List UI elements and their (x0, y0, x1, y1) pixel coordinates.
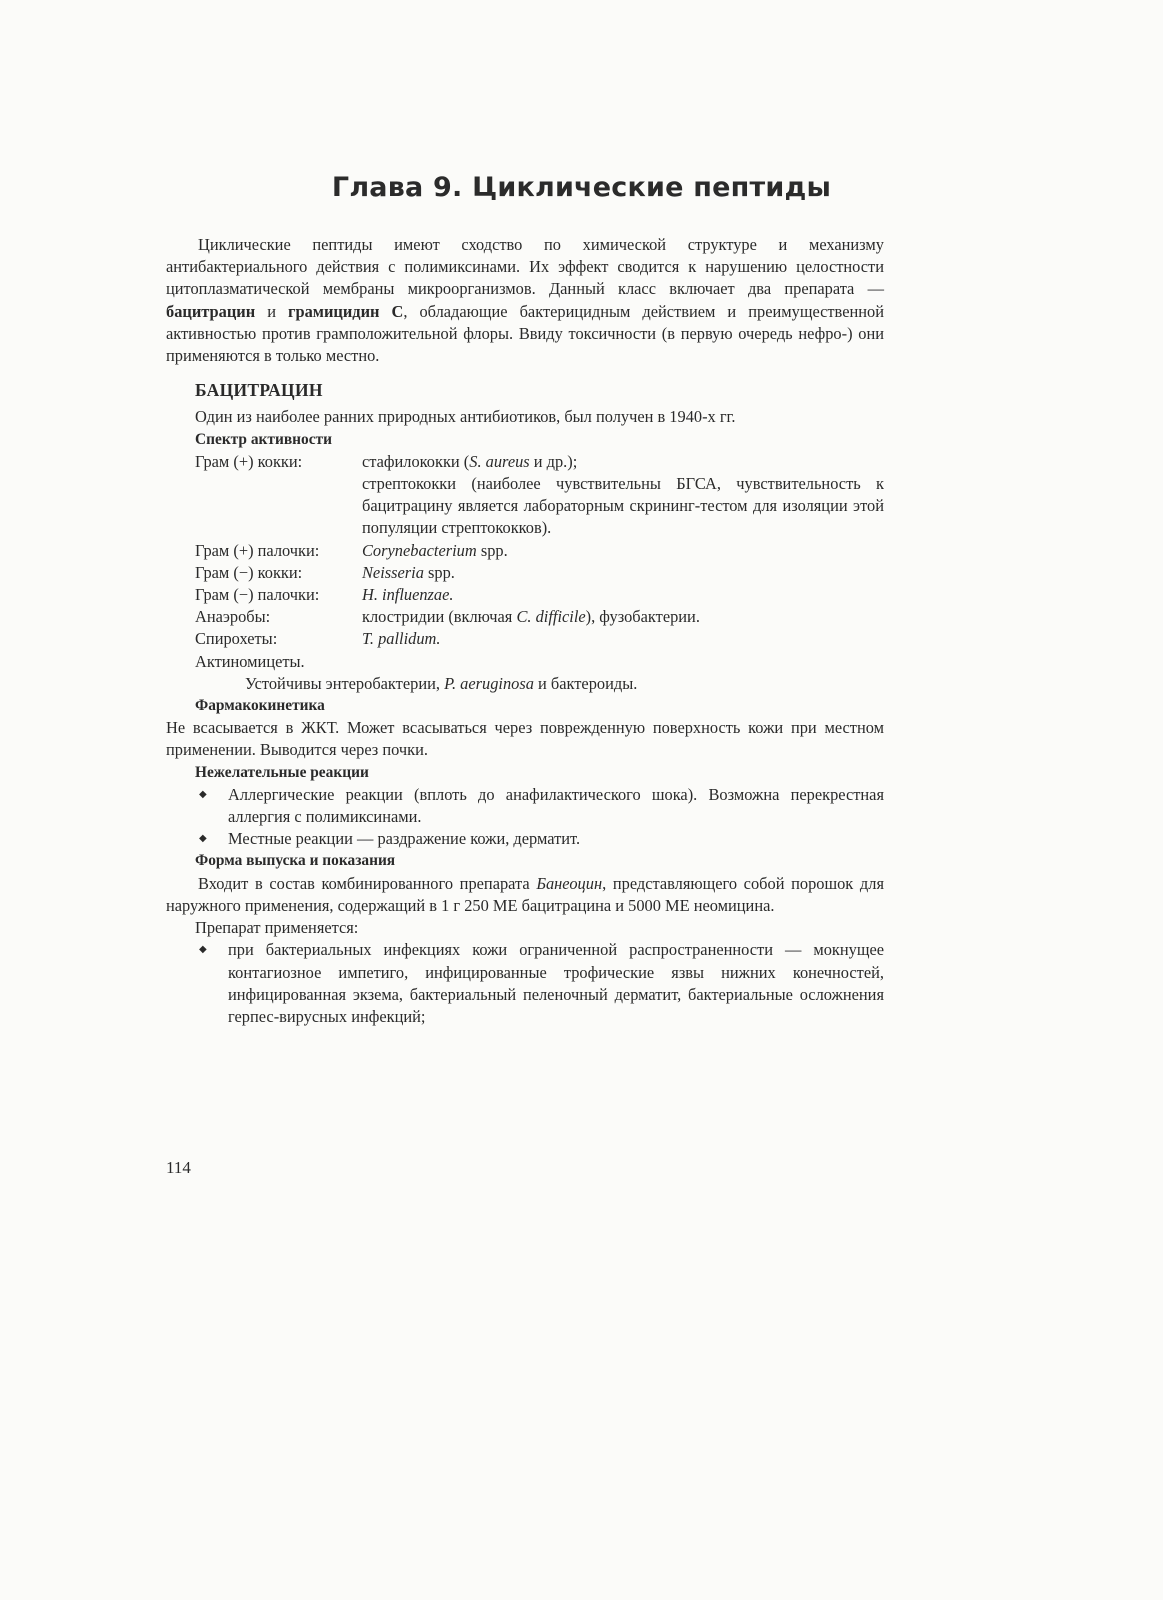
resistance-text (166, 673, 884, 695)
species-name: H. influenzae. (362, 585, 454, 605)
spectrum-row-gram-pos-rods (166, 540, 884, 562)
spectrum-label: Спирохеты: (195, 629, 278, 649)
drug-name: Банеоцин (536, 873, 603, 893)
species-name: C. difficile (516, 607, 586, 627)
spectrum-label: Грам (−) палочки: (195, 585, 320, 605)
list-item (166, 939, 884, 1028)
spectrum-value (362, 584, 884, 606)
species-name: Corynebacterium (362, 540, 477, 560)
spectrum-value (362, 606, 884, 628)
intro-bold-gramicidin: грамицидин С (288, 301, 404, 321)
diamond-bullet-icon: ◆ (199, 944, 207, 956)
species-name: Neisseria (362, 562, 424, 582)
spectrum-value (362, 628, 884, 650)
history-text: Один из наиболее ранних природных антибиотиков, был получен в 1940-х гг. (195, 407, 736, 427)
species-name: P. aeruginosa (444, 673, 534, 693)
spectrum-row-gram-neg-cocci (166, 562, 884, 584)
chapter-title: Глава 9. Циклические пептиды (331, 172, 832, 203)
forms-text-start: Входит в состав комбинированного препарата (198, 873, 537, 893)
spectrum-row-gram-neg-rods (166, 584, 884, 606)
forms-heading: Форма выпуска и показания (195, 852, 396, 870)
list-item-text: Аллергические реакции (вплоть до анафилактического шока). Возможна перекрестная аллергия с полимиксинами. (228, 784, 884, 827)
staph-species: S. aureus (469, 451, 530, 471)
spectrum-value (362, 540, 884, 562)
pharmacokinetics-text: Не всасывается в ЖКТ. Может всасываться через поврежденную поверхность кожи при местном применении. Выводится через почки. (166, 718, 884, 760)
list-item (166, 784, 884, 828)
spectrum-row-anaerobes (166, 606, 884, 628)
spectrum-heading: Спектр активности (195, 430, 332, 448)
intro-text-2: и (255, 301, 289, 321)
spectrum-row-spirochetes (166, 628, 884, 650)
spectrum-row-gram-pos-cocci (166, 451, 884, 540)
diamond-bullet-icon: ◆ (199, 788, 207, 800)
spectrum-label: Анаэробы: (195, 607, 271, 627)
forms-paragraph (166, 873, 884, 917)
intro-bold-bacitracin: бацитрацин (166, 301, 256, 321)
staph-text: стафилококки ( (362, 451, 470, 471)
intro-text-1: Циклические пептиды имеют сходство по химической структуре и механизму антибактериального действия с полимиксинами. Их эффект сводится к нарушению целостности цитоплазматической мембраны микроорганизмов. Данный класс включает два препарата — (166, 235, 884, 299)
species-suffix: spp. (476, 540, 508, 560)
forms-text-end: , представляющего собой порошок для наружного применения, содержащий в 1 г 250 МЕ бацитрацина и 5000 МЕ неомицина. (166, 873, 884, 915)
section-title-bacitracin: БАЦИТРАЦИН (195, 380, 323, 401)
forms-usage-intro: Препарат применяется: (195, 918, 359, 938)
anaerobes-text: клостридии (включая (362, 607, 517, 627)
spectrum-row-actinomycetes (166, 651, 884, 673)
intro-paragraph (166, 234, 884, 367)
diamond-bullet-icon: ◆ (199, 833, 207, 845)
anaerobes-text-end: ), фузобактерии. (585, 607, 700, 627)
adverse-heading: Нежелательные реакции (195, 763, 369, 781)
spectrum-label: Грам (+) кокки: (195, 451, 303, 471)
species-name: T. pallidum. (362, 629, 441, 649)
list-item (166, 828, 884, 850)
list-item-text: Местные реакции — раздражение кожи, дерматит. (228, 829, 581, 849)
spectrum-label: Грам (+) палочки: (195, 540, 320, 560)
list-item-text: при бактериальных инфекциях кожи ограниченной распространенности — мокнущее контагиозное импетиго, инфицированные трофические язвы нижних конечностей, инфицированная экзема, бактериальный пеленочный дерматит, бактериальные осложнения герпес-вирусных инфекций; (228, 940, 884, 1026)
species-suffix: spp. (423, 562, 455, 582)
strep-text: стрептококки (наиболее чувствительны БГСА, чувствительность к бацитрацину является лабораторным скрининг-тестом для изоляции этой популяции стрептококков). (362, 474, 884, 538)
resistance-text-start: Устойчивы энтеробактерии, (245, 673, 445, 693)
intro-text-3: , обладающие бактерицидным действием и преимущественной активностью против грамположительной флоры. Ввиду токсичности (в первую очередь нефро-) они применяются в только местно. (166, 301, 884, 366)
spectrum-label: Грам (−) кокки: (195, 562, 303, 582)
page-number: 114 (166, 1158, 191, 1177)
spectrum-value (362, 451, 884, 540)
staph-text-end: и др.); (529, 451, 578, 471)
page-content (166, 234, 884, 1028)
spectrum-value (362, 562, 884, 584)
spectrum-label: Актиномицеты. (195, 651, 305, 671)
resistance-text-end: и бактероиды. (533, 673, 638, 693)
pharmacokinetics-heading: Фармакокинетика (195, 697, 325, 715)
